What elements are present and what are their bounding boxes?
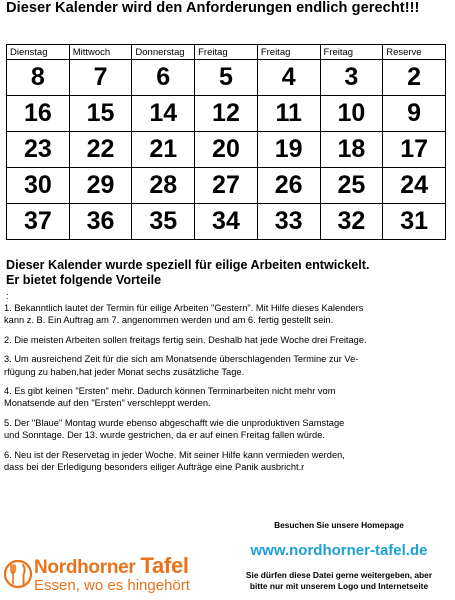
day-cell: 12 — [195, 96, 258, 132]
advantages-list — [4, 302, 453, 480]
calendar-table — [6, 44, 446, 240]
share-note — [226, 570, 452, 592]
day-cell: 16 — [7, 96, 70, 132]
page-title: Dieser Kalender wird den Anforderungen endlich gerecht!!! — [6, 0, 420, 16]
day-cell: 14 — [132, 96, 195, 132]
day-cell: 7 — [69, 60, 132, 96]
day-cell: 32 — [320, 204, 383, 240]
day-cell: 9 — [383, 96, 446, 132]
advantage-item: 3. Um ausreichend Zeit für die sich am Monatsende überschlagenden Termine zur Ve- rfügung zu haben,hat jeder Monat sechs zusätzliche Tage. — [4, 354, 359, 377]
advantage-item: 6. Neu ist der Reservetag in jeder Woche. Mit seiner Hilfe kann vermieden werden, dass bei der Erledigung besonders eiliger Aufträge eine Panik ausbricht.r — [4, 449, 345, 473]
colon-text: : — [6, 291, 9, 301]
day-cell: 23 — [7, 132, 70, 168]
weekday-header: Reserve — [383, 45, 446, 60]
day-cell: 10 — [320, 96, 383, 132]
day-cell: 19 — [257, 132, 320, 168]
day-cell: 11 — [257, 96, 320, 132]
day-cell: 37 — [7, 204, 70, 240]
advantage-item: 2. Die meisten Arbeiten sollen freitags fertig sein. Deshalb hat jede Woche drei Freitage. — [4, 334, 367, 345]
share-note-line: bitte nur mit unserem Logo und Internetseite — [249, 581, 429, 591]
calendar-row — [7, 132, 446, 168]
logo-brand — [34, 553, 189, 578]
day-cell: 3 — [320, 60, 383, 96]
calendar-row — [7, 168, 446, 204]
day-cell: 8 — [7, 60, 70, 96]
day-cell: 5 — [195, 60, 258, 96]
heading-line: Er bietet folgende Vorteile — [6, 273, 162, 287]
homepage-link[interactable]: www.nordhorner-tafel.de — [250, 542, 428, 559]
calendar-row — [7, 60, 446, 96]
weekday-header: Freitag — [195, 45, 258, 60]
weekday-header: Dienstag — [7, 45, 70, 60]
logo-brand-part: Nordhorner — [34, 557, 141, 578]
calendar-header-row — [7, 45, 446, 60]
nordhorner-tafel-logo — [0, 553, 222, 596]
day-cell: 25 — [320, 168, 383, 204]
day-cell: 24 — [383, 168, 446, 204]
day-cell: 27 — [195, 168, 258, 204]
day-cell: 18 — [320, 132, 383, 168]
calendar-row — [7, 96, 446, 132]
logo-slogan: Essen, wo es hingehört — [34, 577, 190, 594]
day-cell: 22 — [69, 132, 132, 168]
day-cell: 20 — [195, 132, 258, 168]
homepage-caption: Besuchen Sie unsere Homepage — [274, 520, 404, 530]
day-cell: 21 — [132, 132, 195, 168]
day-cell: 35 — [132, 204, 195, 240]
weekday-header: Freitag — [320, 45, 383, 60]
day-cell: 2 — [383, 60, 446, 96]
day-cell: 15 — [69, 96, 132, 132]
section-heading — [6, 258, 451, 288]
day-cell: 34 — [195, 204, 258, 240]
day-cell: 28 — [132, 168, 195, 204]
weekday-header: Donnerstag — [132, 45, 195, 60]
day-cell: 33 — [257, 204, 320, 240]
advantage-item: 4. Es gibt keinen "Ersten" mehr. Dadurch können Terminarbeiten nicht mehr vom Monatsende auf den "Ersten" verschleppt werden. — [4, 386, 336, 409]
day-cell: 26 — [257, 168, 320, 204]
advantage-item: 1. Bekanntlich lautet der Termin für eilige Arbeiten "Gestern". Mit Hilfe dieses Kalenders kann z. B. Ein Auftrag am 7. angenommen werden und am 6. fertig gestellt sein. — [4, 303, 364, 326]
logo-brand-part: Tafel — [140, 553, 189, 578]
day-cell: 4 — [257, 60, 320, 96]
day-cell: 6 — [132, 60, 195, 96]
advantage-item: 5. Der "Blaue" Montag wurde ebenso abgeschafft wie die unproduktiven Samstage und Sonntage. Der 13. wurde gestrichen, da er auf einen Freitag fallen würde. — [4, 417, 345, 441]
day-cell: 36 — [69, 204, 132, 240]
weekday-header: Freitag — [257, 45, 320, 60]
day-cell: 17 — [383, 132, 446, 168]
fork-knife-icon — [4, 558, 32, 590]
day-cell: 30 — [7, 168, 70, 204]
day-cell: 31 — [383, 204, 446, 240]
weekday-header: Mittwoch — [69, 45, 132, 60]
calendar-row — [7, 204, 446, 240]
heading-line: Dieser Kalender wurde speziell für eilige Arbeiten entwickelt. — [6, 258, 370, 272]
day-cell: 29 — [69, 168, 132, 204]
share-note-line: Sie dürfen diese Datei gerne weitergeben, aber — [245, 570, 433, 580]
